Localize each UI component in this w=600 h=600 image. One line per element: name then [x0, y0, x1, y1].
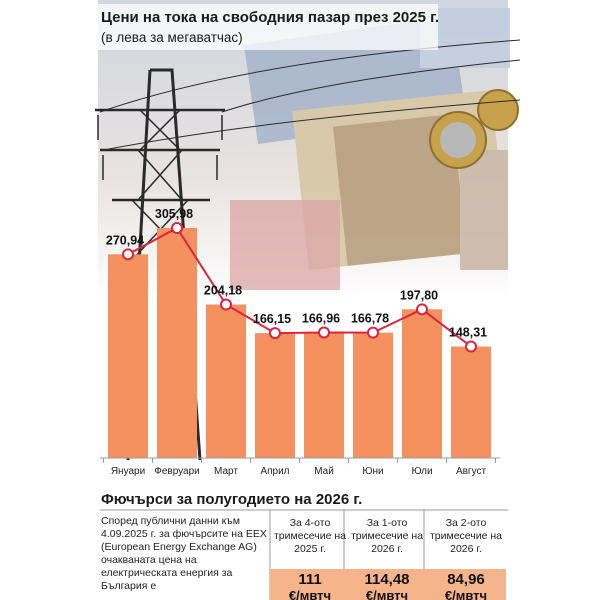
futures-item-value: 114,48 — [364, 571, 410, 588]
x-tick-label: Април — [260, 466, 290, 477]
value-label: 305,98 — [154, 207, 194, 221]
data-point — [466, 342, 476, 352]
futures-item-unit: €/мвтч — [444, 588, 488, 600]
data-point — [319, 327, 329, 337]
bar — [451, 347, 491, 458]
futures-item-unit: €/мвтч — [288, 588, 332, 600]
value-label: 148,31 — [448, 325, 488, 340]
x-tick-label: Май — [314, 466, 334, 477]
value-label: 270,94 — [105, 233, 145, 248]
data-point — [221, 300, 231, 310]
x-tick-label: Юли — [411, 466, 433, 477]
futures-item-label: За 2-ото тримесечие на 2026 г. — [429, 517, 503, 555]
bar — [255, 333, 295, 458]
futures-item-label: За 4-ото тримесечие на 2025 г. — [273, 517, 347, 555]
data-point — [368, 328, 378, 338]
x-tick-label: Март — [214, 466, 238, 477]
value-label: 204,18 — [203, 283, 243, 298]
value-label: 166,96 — [301, 311, 341, 326]
data-point — [123, 249, 133, 259]
bar — [353, 333, 393, 458]
futures-item-value-box — [426, 569, 506, 600]
bar — [304, 332, 344, 458]
futures-item-value-box — [347, 569, 427, 600]
page-title: Цени на тока на свободния пазар през 2025 г. — [101, 9, 440, 26]
value-label: 197,80 — [399, 288, 439, 303]
futures-title: Фючърси за полугодието на 2026 г. — [101, 491, 363, 508]
page-subtitle: (в лева за мегаватчас) — [101, 30, 243, 45]
bar — [157, 228, 197, 458]
value-label: 166,78 — [350, 311, 390, 326]
futures-item-q2-2026 — [426, 511, 506, 600]
futures-item-value: 84,96 — [447, 571, 485, 588]
futures-item-q4-2025 — [270, 511, 350, 600]
value-label: 166,15 — [252, 312, 292, 327]
x-tick-label: Януари — [110, 466, 146, 477]
x-tick-label: Февруари — [154, 466, 200, 477]
futures-item-value: 111 — [298, 571, 322, 588]
futures-item-value-box — [270, 569, 350, 600]
data-point — [172, 223, 182, 233]
data-point — [417, 304, 427, 314]
futures-item-q1-2026 — [347, 511, 427, 600]
bar — [402, 309, 442, 458]
x-tick-label: Юни — [362, 466, 384, 477]
bar — [206, 305, 246, 458]
futures-item-label: За 1-ото тримесечие на 2026 г. — [350, 517, 424, 555]
bar — [108, 254, 148, 458]
data-point — [270, 328, 280, 338]
x-tick-label: Август — [455, 466, 487, 477]
futures-note: Според публични данни към 4.09.2025 г. за фючърсите на EEX (European Energy Exchange AG) очакваната цена на електрическата енергия за България е — [101, 515, 267, 592]
futures-item-unit: €/мвтч — [365, 588, 409, 600]
